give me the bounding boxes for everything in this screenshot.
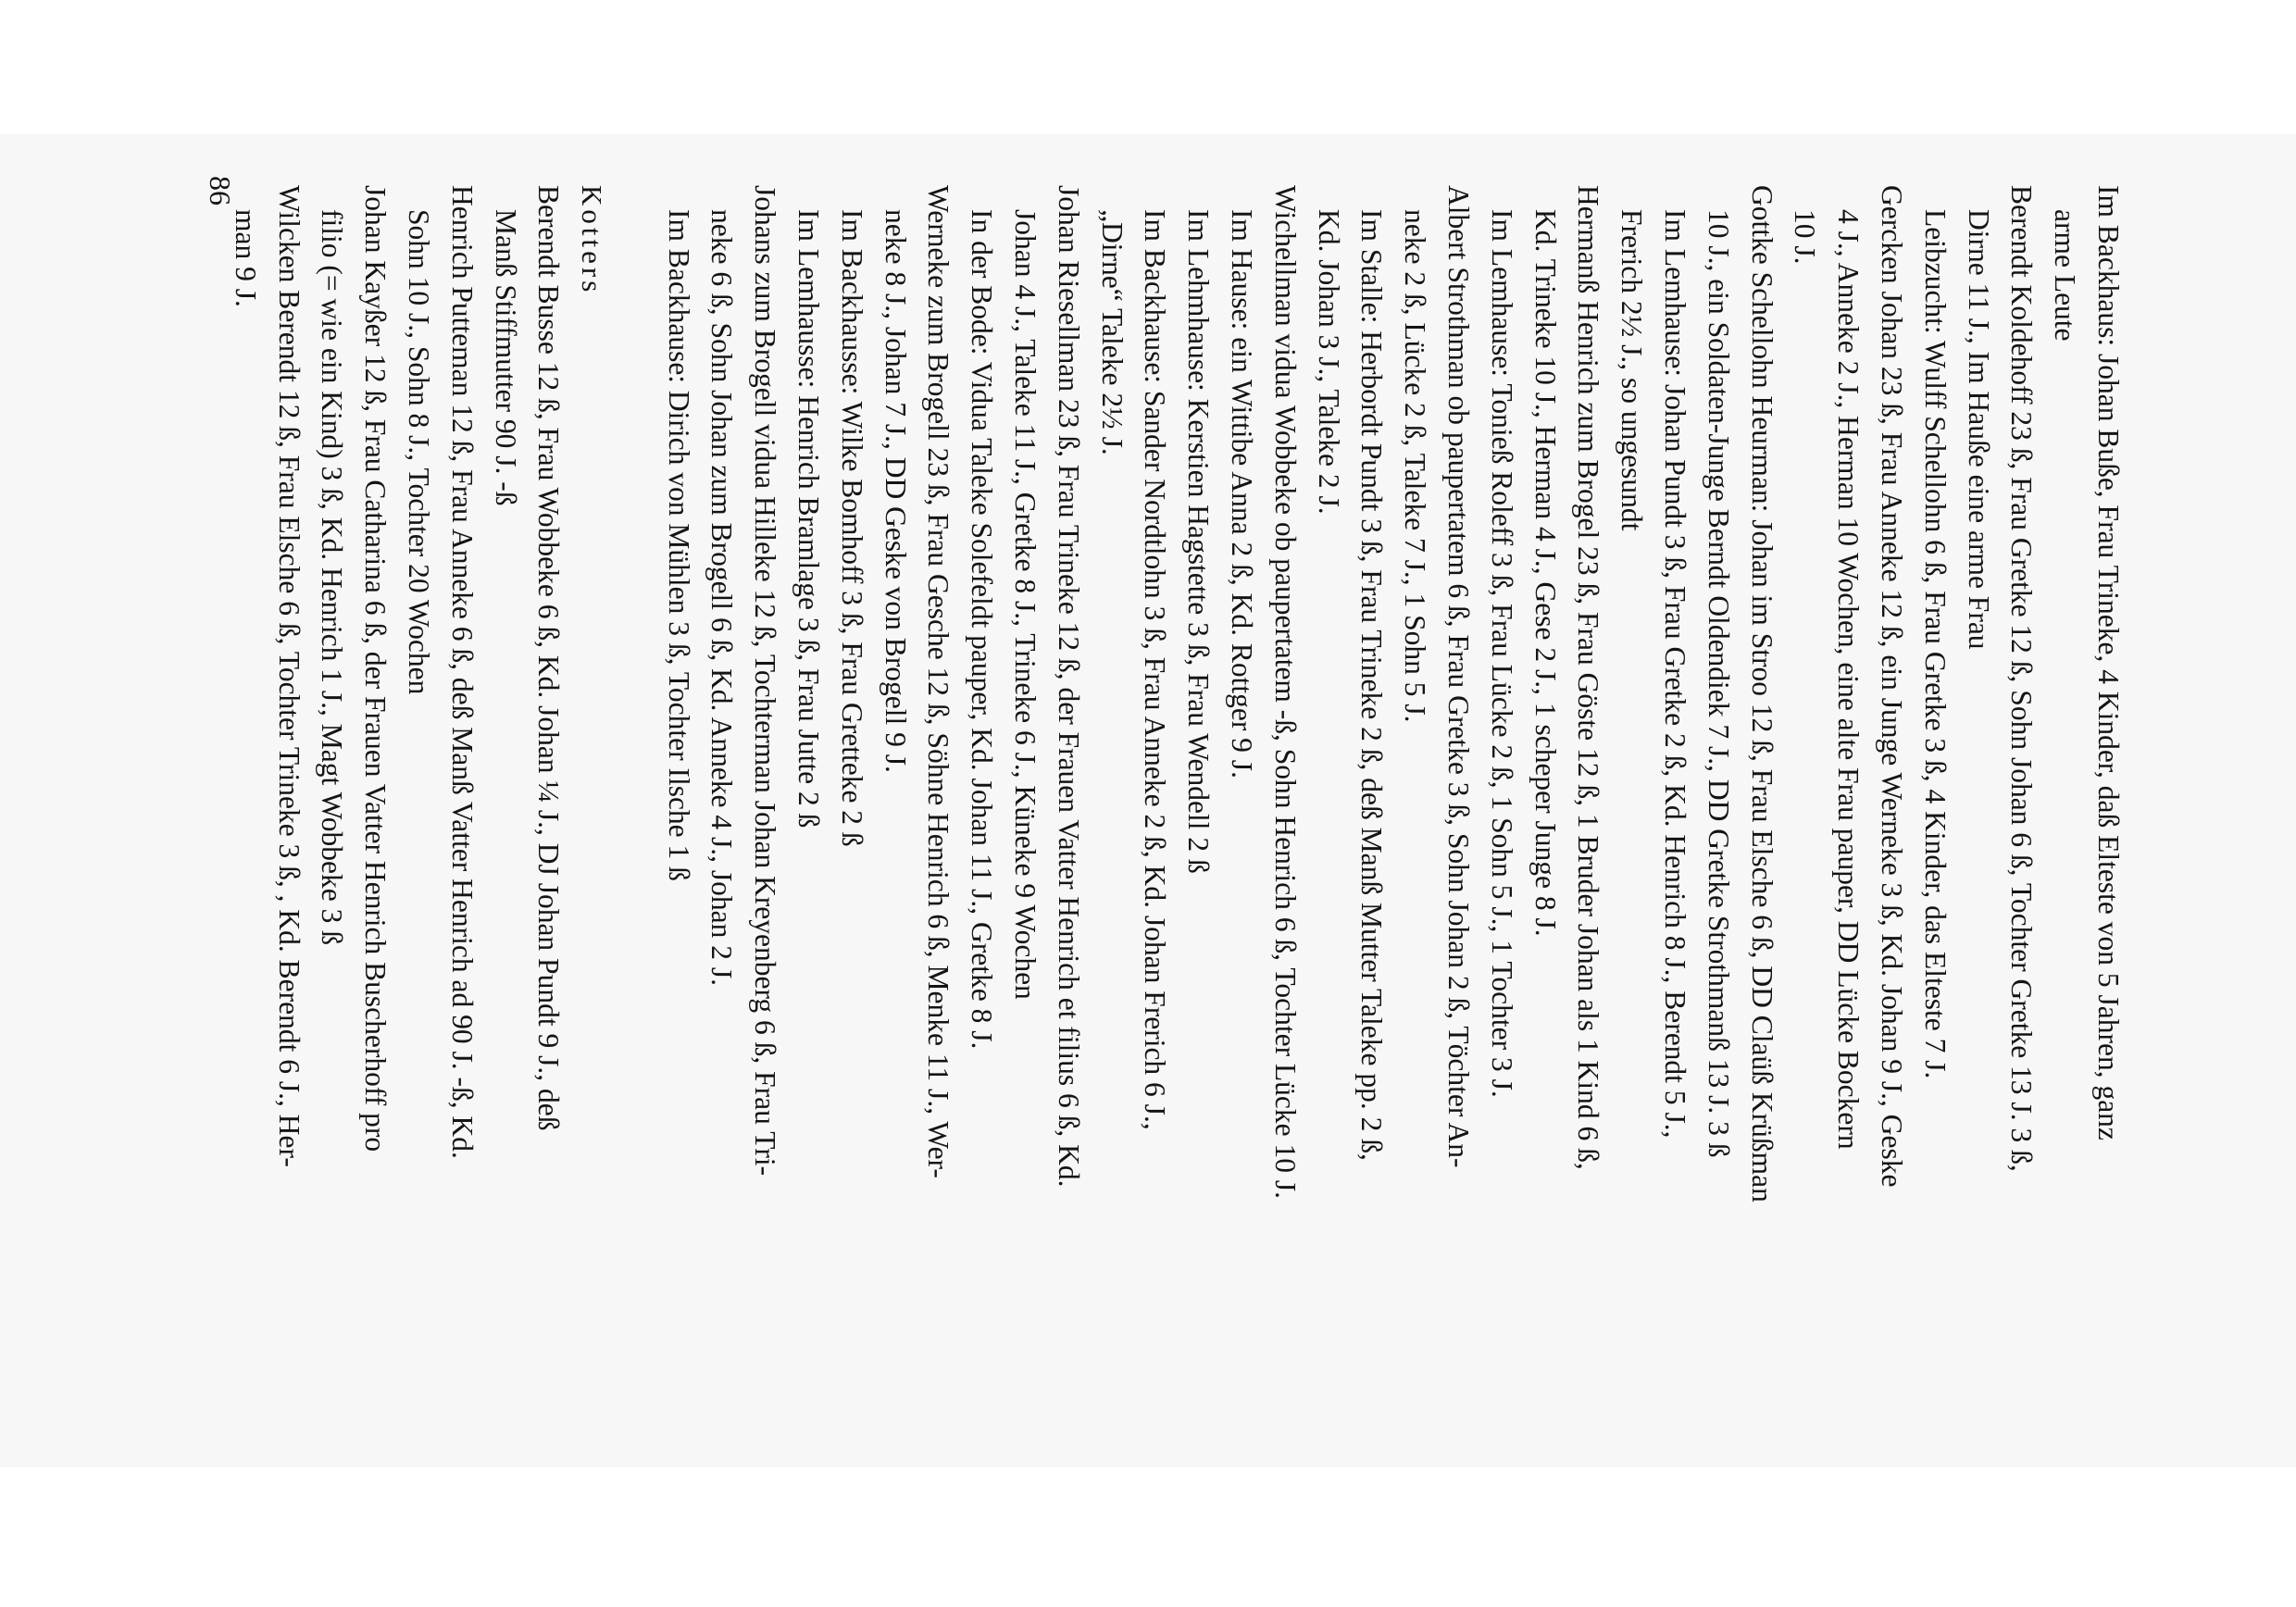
- entries-block-2: [223, 185, 569, 1453]
- entry-line: Kd. Trineke 10 J., Herman 4 J., Gese 2 J., 1 scheper Junge 8 J.: [1529, 209, 1562, 937]
- register-entry: [396, 185, 483, 1453]
- register-entry: [873, 185, 960, 1453]
- entries-block-1: [656, 185, 2129, 1453]
- entry-line: Im Backhausse: Wilke Bomhoff 3 ß, Frau Gretteke 2 ß: [835, 209, 868, 847]
- entry-line: Wilcken Berendt 12 ß, Frau Elsche 6 ß, Tochter Trineke 3 ß, , Kd. Berendt 6 J., Her-: [272, 185, 306, 1167]
- entry-line: Gottke Schellohn Heurman: Johan im Stroo 12 ß, Frau Elsche 6 ß, DD Claüß Krüßman: [1745, 185, 1778, 1202]
- register-entry: [959, 185, 1003, 1453]
- entry-line: Johans zum Brogell vidua Hilleke 12 ß, Tochterman Johan Kreyenberg 6 ß, Frau Tri-: [749, 185, 782, 1177]
- entry-line: Gercken Johan 23 ß, Frau Anneke 12 ß, ein Junge Werneke 3 ß, Kd. Johan 9 J., Geske: [1876, 185, 1909, 1188]
- entry-line: Im Backhause: Dirich von Mühlen 3 ß, Tochter Ilsche 1 ß: [662, 209, 695, 881]
- entry-line: Leibzucht: Wulff Schellohn 6 ß, Frau Gretke 3 ß, 4 Kinder, das Elteste 7 J.: [1918, 209, 1952, 1079]
- entry-line: neke 8 J., Johan 7 J., DD Geske von Brogell 9 J.: [879, 209, 912, 773]
- register-entry: [656, 185, 700, 1453]
- register-entry: [223, 185, 310, 1453]
- entry-line: Dirne 11 J., Im Hauße eine arme Frau: [1962, 209, 1995, 650]
- entry-line: Werneke zum Brogell 23 ß, Frau Gesche 12 ß, Söhne Henrich 6 ß, Menke 11 J., Wer-: [922, 185, 955, 1178]
- entry-line: Im Lemhausse: Henrich Bramlage 3 ß, Frau Jutte 2 ß: [792, 209, 826, 828]
- entry-line: Im Hause: ein Wittibe Anna 2 ß, Kd. Rottger 9 J.: [1226, 209, 1259, 779]
- entry-line: Im Lehmhause: Kerstien Hagstette 3 ß, Frau Wendell 2 ß: [1182, 209, 1216, 874]
- register-entry: [1956, 185, 2043, 1453]
- register-entry: [1090, 185, 1177, 1453]
- register-entry: [1523, 185, 1610, 1453]
- entry-line: Berendt Koldehoff 23 ß, Frau Gretke 12 ß, Sohn Johan 6 ß, Tochter Gretke 13 J. 3 ß,: [2005, 185, 2039, 1172]
- entry-line: Im Backhause: Sander Nordtlohn 3 ß, Frau Anneke 2 ß, Kd. Johan Frerich 6 J.,: [1139, 209, 1172, 1130]
- entry-line: Albert Strothman ob paupertatem 6 ß, Frau Gretke 3 ß, Sohn Johan 2 ß, Töchter An-: [1442, 185, 1476, 1168]
- register-entry: [2042, 185, 2129, 1453]
- entry-line: Henrich Putteman 12 ß, Frau Anneke 6 ß, deß Manß Vatter Henrich ad 90 J. -ß, Kd.: [445, 185, 479, 1159]
- register-entry: [1306, 185, 1393, 1453]
- register-entry: [830, 185, 873, 1453]
- entry-line: neke 6 ß, Sohn Johan zum Brogell 6 ß, Kd. Anneke 4 J., Johan 2 J.: [705, 209, 739, 987]
- entry-line: Johan Riesellman 23 ß, Frau Trineke 12 ß, der Frauen Vatter Henrich et filius 6 ß, Kd.: [1052, 185, 1085, 1188]
- entry-line: Im Backhaus: Johan Buße, Frau Trineke, 4 Kinder, daß Elteste von 5 Jahren, ganz: [2092, 185, 2125, 1140]
- entry-line: arme Leute: [2049, 209, 2082, 342]
- section-heading-kotters: Kotters: [576, 185, 609, 296]
- entry-line: 10 J.: [1789, 209, 1822, 265]
- entry-line: Sohn 10 J., Sohn 8 J., Tochter 20 Wochen: [402, 209, 435, 695]
- entry-line: Im Lemhause: Johan Pundt 3 ß, Frau Gretke 2 ß, Kd. Henrich 8 J., Berendt 5 J.,: [1659, 209, 1692, 1139]
- register-entry: [1783, 185, 1913, 1453]
- register-entry: [1696, 185, 1783, 1453]
- register-entry: [1219, 185, 1263, 1453]
- register-entry: [1263, 185, 1306, 1453]
- register-entry: [1392, 185, 1479, 1453]
- entry-line: Frerich 2½ J., so ungesundt: [1616, 209, 1649, 531]
- register-entry: [1479, 185, 1523, 1453]
- entry-line: Johan Kayßer 12 ß, Frau Catharina 6 ß, der Frauen Vatter Henrich Buscherhoff pro: [359, 185, 393, 1152]
- entry-line: 4 J., Anneke 2 J., Herman 10 Wochen, eine alte Frau pauper, DD Lücke Bockern: [1832, 209, 1866, 1150]
- register-entry: [1609, 185, 1696, 1453]
- entry-line: Hermanß Henrich zum Brogel 23 ß, Frau Göste 12 ß, 1 Bruder Johan als 1 Kind 6 ß,: [1572, 185, 1605, 1170]
- entry-line: Im Stalle: Herbordt Pundt 3 ß, Frau Trineke 2 ß, deß Manß Mutter Taleke pp. 2 ß,: [1355, 209, 1389, 1161]
- entry-line: Berendt Busse 12 ß, Frau Wobbeke 6 ß, Kd. Johan ¼ J., DJ Johan Pundt 9 J., deß: [532, 185, 566, 1131]
- entry-line: „Dirne“ Taleke 2½ J.: [1095, 209, 1129, 455]
- register-entry: [700, 185, 787, 1453]
- entry-line: 10 J., ein Soldaten-Junge Berndt Oldendiek 7 J., DD Gretke Strothmanß 13 J. 3 ß: [1702, 209, 1735, 1158]
- entry-line: In der Bode: Vidua Taleke Solefeldt pauper, Kd. Johan 11 J., Gretke 8 J.: [966, 209, 999, 1050]
- register-entry: [1003, 185, 1090, 1453]
- register-entry: [786, 185, 830, 1453]
- document-text-block: [223, 185, 2129, 1453]
- entry-line: neke 2 ß, Lücke 2 ß, Taleke 7 J., 1 Sohn 5 J.: [1399, 209, 1432, 723]
- entry-line: man 9 J.: [229, 209, 262, 307]
- entry-line: Kd. Johan 3 J., Taleke 2 J.: [1312, 209, 1345, 515]
- entry-line: Im Lemhause: Tonieß Roleff 3 ß, Frau Lücke 2 ß, 1 Sohn 5 J., 1 Tochter 3 J.: [1485, 209, 1518, 1098]
- register-entry: [483, 185, 570, 1453]
- entry-line: Wichellman vidua Wobbeke ob paupertatem -ß, Sohn Henrich 6 ß, Tochter Lücke 10 J.: [1268, 185, 1302, 1200]
- entry-line: Johan 4 J., Taleke 11 J., Gretke 8 J., Trineke 6 J., Küneke 9 Wochen: [1009, 209, 1042, 1000]
- entry-line: filio (= wie ein Kind) 3 ß, Kd. Henrich 1 J., Magt Wobbeke 3 ß: [316, 209, 349, 946]
- register-entry: [1176, 185, 1219, 1453]
- page-number: 86: [204, 176, 237, 206]
- register-entry: [1913, 185, 1956, 1453]
- entry-line: Manß Stiffmutter 90 J. -ß: [489, 209, 522, 506]
- register-entry: [310, 185, 397, 1453]
